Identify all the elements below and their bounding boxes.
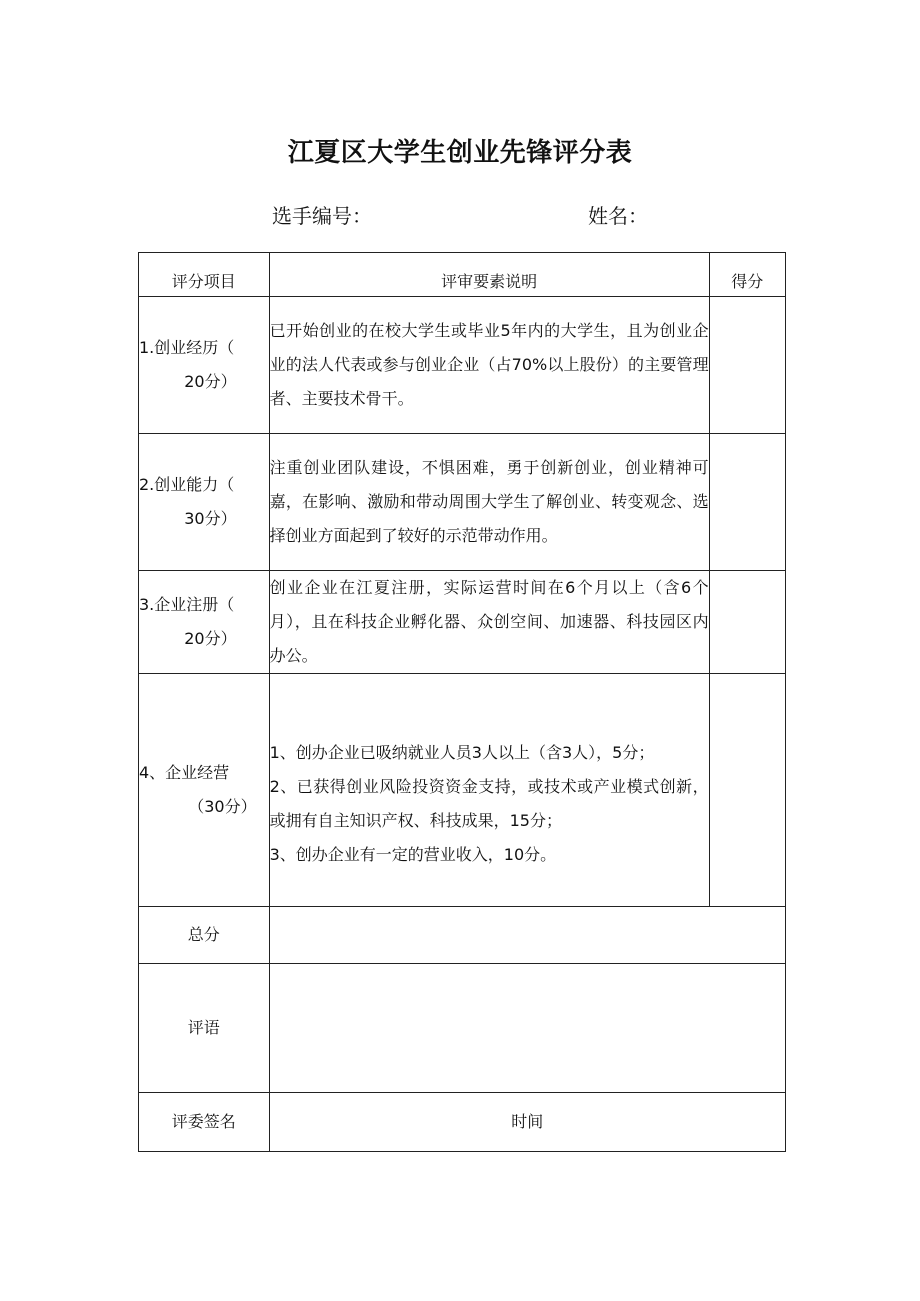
item-title: 3.企业注册（	[139, 595, 235, 614]
item-cell	[139, 434, 270, 571]
contestant-id-label: 选手编号：	[272, 204, 372, 228]
total-row	[139, 907, 786, 964]
criterion-line: 1、创办企业已吸纳就业人员3人以上（含3人），5分；	[269, 743, 655, 762]
comment-label: 评语	[139, 964, 270, 1093]
total-value-cell[interactable]	[269, 907, 785, 964]
comment-cell[interactable]	[269, 964, 785, 1093]
score-cell[interactable]	[709, 674, 785, 907]
table-row	[139, 297, 786, 434]
description-cell: 创业企业在江夏注册，实际运营时间在6个月以上（含6个月），且在科技企业孵化器、众创空间、加速器、科技园区内办公。	[269, 571, 709, 674]
score-cell[interactable]	[709, 571, 785, 674]
table-row	[139, 674, 786, 907]
item-points: 20分）	[184, 372, 237, 391]
signature-row	[139, 1093, 786, 1152]
description-cell	[269, 674, 709, 907]
item-points: （30分）	[188, 797, 257, 816]
score-cell[interactable]	[709, 297, 785, 434]
item-title: 4、企业经营	[139, 763, 230, 782]
header-item: 评分项目	[139, 253, 270, 297]
item-title: 2.创业能力（	[139, 475, 235, 494]
description-cell: 已开始创业的在校大学生或毕业5年内的大学生，且为创业企业的法人代表或参与创业企业（占70%以上股份）的主要管理者、主要技术骨干。	[269, 297, 709, 434]
scoring-table	[138, 252, 786, 1152]
table-header-row	[139, 253, 786, 297]
table-row	[139, 571, 786, 674]
total-label: 总分	[139, 907, 270, 964]
item-points: 20分）	[184, 629, 237, 648]
judge-sign-label: 评委签名	[139, 1093, 270, 1152]
time-cell[interactable]: 时间	[269, 1093, 785, 1152]
item-points: 30分）	[184, 509, 237, 528]
table-row	[139, 434, 786, 571]
score-cell[interactable]	[709, 434, 785, 571]
item-cell	[139, 297, 270, 434]
comment-row	[139, 964, 786, 1093]
item-title: 1.创业经历（	[139, 338, 235, 357]
item-cell	[139, 674, 270, 907]
criterion-line: 3、创办企业有一定的营业收入，10分。	[269, 845, 557, 864]
description-cell: 注重创业团队建设，不惧困难，勇于创新创业，创业精神可嘉，在影响、激励和带动周围大学生了解创业、转变观念、选择创业方面起到了较好的示范带动作用。	[269, 434, 709, 571]
criterion-line: 2、已获得创业风险投资资金支持，或技术或产业模式创新，或拥有自主知识产权、科技成果，15分；	[269, 777, 709, 830]
item-cell	[139, 571, 270, 674]
name-label: 姓名：	[588, 204, 648, 228]
header-description: 评审要素说明	[269, 253, 709, 297]
header-score: 得分	[709, 253, 785, 297]
page-title: 江夏区大学生创业先锋评分表	[287, 138, 633, 168]
